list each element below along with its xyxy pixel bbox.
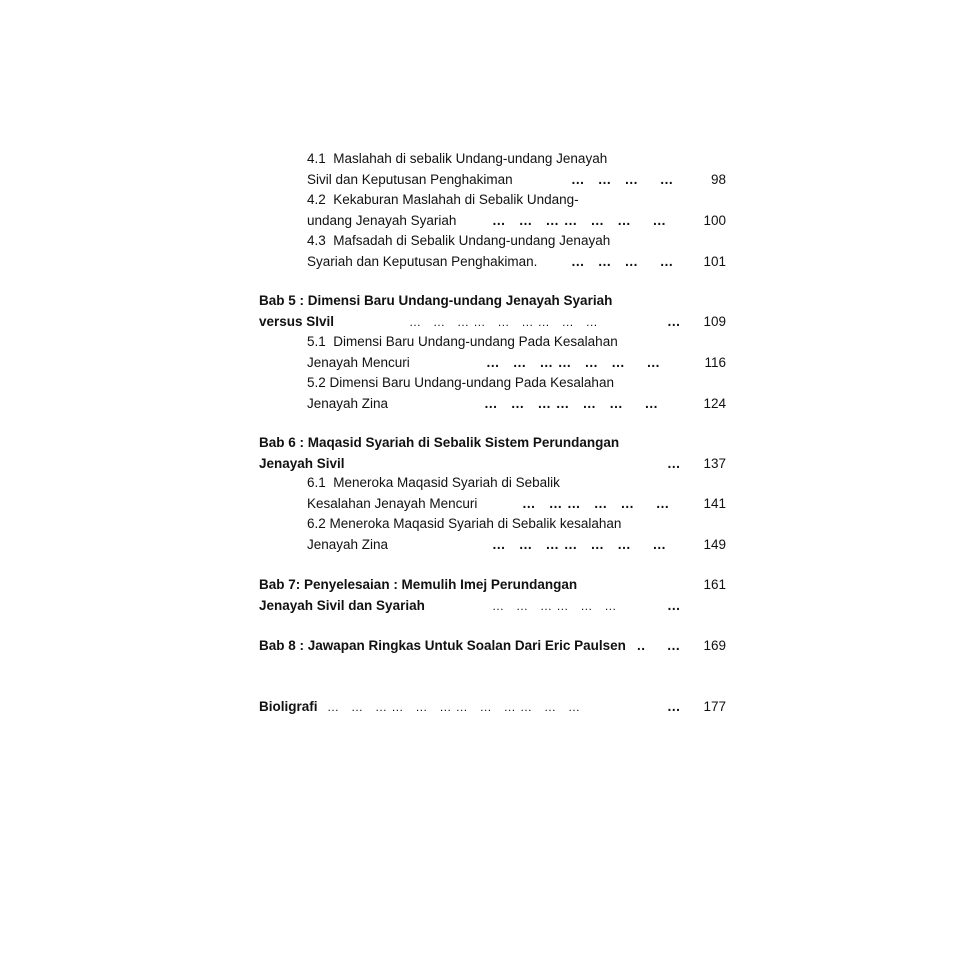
toc-chapter-5-leader: … … … … … … … … …: [409, 315, 599, 329]
toc-chapter-5-page: 109: [703, 314, 726, 329]
toc-chapter-7-line2: Jenayah Sivil dan Syariah: [259, 598, 425, 613]
toc-entry-4-3-page: 101: [703, 254, 726, 269]
toc-entry-4-3-line2: Syariah dan Keputusan Penghakiman.: [307, 254, 538, 269]
toc-chapter-5-line2: versus SIvil: [259, 314, 335, 329]
toc-entry-5-2-line2: Jenayah Zina: [307, 396, 389, 411]
toc-entry-4-3-leader: … … … …: [571, 254, 674, 269]
toc-biography-leader-end: …: [667, 699, 681, 714]
toc-chapter-6-line2: Jenayah Sivil: [259, 456, 345, 471]
toc-entry-5-1-line1: 5.1 Dimensi Baru Undang-undang Pada Kesalahan: [307, 334, 618, 349]
toc-chapter-7-leader: … … … … … …: [492, 599, 617, 613]
toc-entry-4-2-leader: … … … … … … …: [492, 213, 667, 228]
toc-entry-6-2-line1: 6.2 Meneroka Maqasid Syariah di Sebalik kesalahan: [307, 516, 622, 531]
toc-chapter-7-leader-end: …: [667, 598, 681, 613]
toc-biography-leader: … … … … … … … … … … … …: [327, 700, 581, 714]
toc-biography-page: 177: [703, 699, 726, 714]
toc-chapter-8-leader: .. …: [637, 638, 681, 653]
toc-entry-5-1-page: 116: [704, 355, 726, 370]
toc-entry-4-3-line1: 4.3 Mafsadah di Sebalik Undang-undang Jenayah: [307, 233, 611, 248]
toc-entry-4-2-page: 100: [703, 213, 726, 228]
toc-chapter-7-page: 161: [703, 577, 726, 592]
toc-biography-title: Bioligrafi: [259, 699, 318, 714]
toc-chapter-8-page: 169: [703, 638, 726, 653]
toc-entry-5-2-page: 124: [703, 396, 726, 411]
toc-chapter-6-page: 137: [703, 456, 726, 471]
toc-entry-6-1-leader: … … … … … …: [522, 496, 670, 511]
toc-entry-6-1-line2: Kesalahan Jenayah Mencuri: [307, 496, 478, 511]
toc-entry-4-1-page: 98: [710, 172, 726, 187]
toc-entry-6-1-page: 141: [703, 496, 726, 511]
toc-chapter-8-line1: Bab 8 : Jawapan Ringkas Untuk Soalan Dari Eric Paulsen: [259, 638, 626, 653]
toc-entry-5-2-line1: 5.2 Dimensi Baru Undang-undang Pada Kesalahan: [307, 375, 614, 390]
toc-chapter-7-line1: Bab 7: Penyelesaian : Memulih Imej Perundangan: [259, 577, 578, 592]
toc-entry-6-2-page: 149: [703, 537, 726, 552]
toc-chapter-5-line1: Bab 5 : Dimensi Baru Undang-undang Jenayah Syariah: [259, 293, 613, 308]
toc-entry-4-1-line1: 4.1 Maslahah di sebalik Undang-undang Jenayah: [307, 151, 608, 166]
toc-entry-4-1-leader: … … … …: [571, 172, 674, 187]
toc-chapter-6-line1: Bab 6 : Maqasid Syariah di Sebalik Sistem Perundangan: [259, 435, 620, 450]
toc-entry-6-1-line1: 6.1 Meneroka Maqasid Syariah di Sebalik: [307, 475, 560, 490]
toc-chapter-6-leader-end: …: [667, 456, 681, 471]
toc-entry-6-2-leader: … … … … … … …: [492, 537, 667, 552]
toc-entry-5-1-line2: Jenayah Mencuri: [307, 355, 410, 370]
toc-entry-4-1-line2: Sivil dan Keputusan Penghakiman: [307, 172, 513, 187]
toc-entry-4-2-line2: undang Jenayah Syariah: [307, 213, 457, 228]
toc-entry-5-1-leader: … … … … … … …: [486, 355, 661, 370]
toc-chapter-5-leader-end: …: [667, 314, 681, 329]
toc-entry-6-2-line2: Jenayah Zina: [307, 537, 389, 552]
toc-entry-5-2-leader: … … … … … … …: [484, 396, 659, 411]
toc-entry-4-2-line1: 4.2 Kekaburan Maslahah di Sebalik Undang-: [307, 192, 579, 207]
